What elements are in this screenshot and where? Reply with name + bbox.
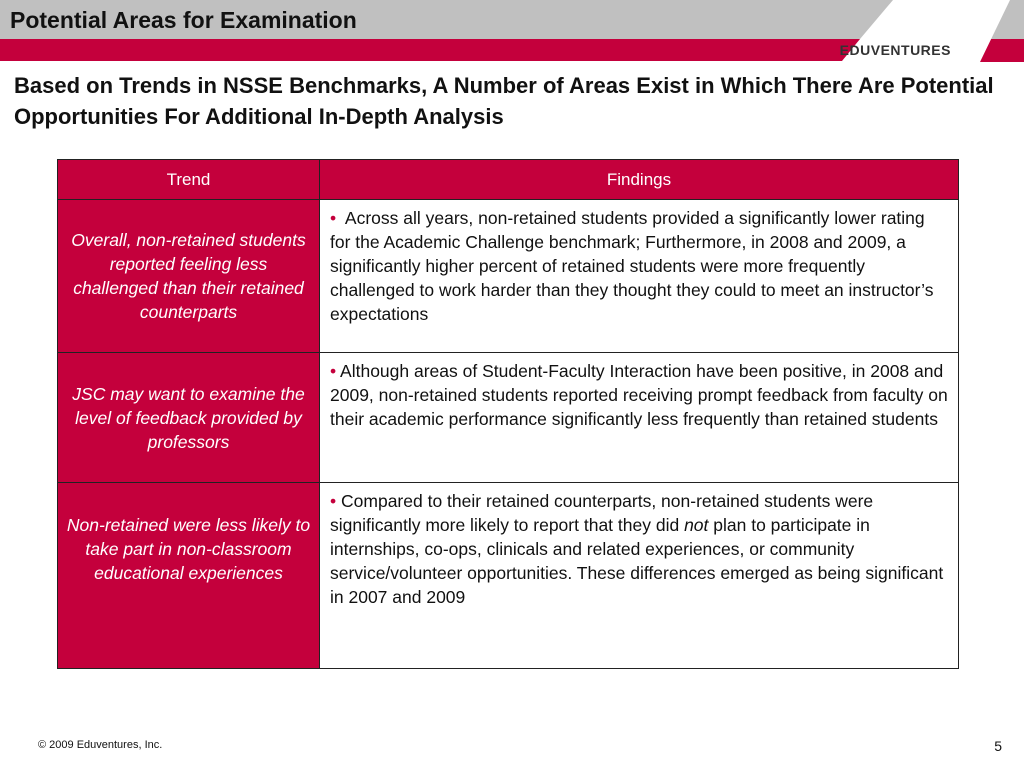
finding-cell (320, 353, 959, 483)
finding-text: Compared to their retained counterparts, non-retained students were significantly more likely to report that they did (330, 491, 874, 535)
slide-subtitle: Based on Trends in NSSE Benchmarks, A Number of Areas Exist in Which There Are Potential Opportunities For Additional In-Depth Analysis (14, 73, 994, 129)
page-number: 5 (994, 738, 1002, 754)
trend-cell: JSC may want to examine the level of feedback provided by professors (58, 353, 320, 483)
finding-cell (320, 483, 959, 669)
finding-emphasis: not (684, 515, 709, 535)
header-findings: Findings (320, 160, 959, 200)
table-header-row (58, 160, 959, 200)
trend-text: Non-retained were less likely to take part in non-classroom educational experiences (66, 515, 311, 583)
findings-table (57, 159, 959, 669)
slide-title: Potential Areas for Examination (10, 7, 357, 33)
table-row (58, 483, 959, 669)
bullet-icon: • (330, 208, 337, 228)
eduventures-logo (828, 42, 951, 58)
finding-cell (320, 200, 959, 353)
table-row (58, 200, 959, 353)
trend-cell (58, 483, 320, 669)
bullet-icon: • (330, 361, 337, 381)
bullet-icon: • (330, 491, 337, 511)
header-trend: Trend (58, 160, 320, 200)
trend-cell: Overall, non-retained students reported feeling less challenged than their retained counterparts (58, 200, 320, 353)
finding-text: Across all years, non-retained students provided a significantly lower rating for the Academic Challenge benchmark; Furthermore, in 2008 and 2009, a significantly higher percent of retained students were more frequently challenged to work harder than they thought they could to meet an instructor’s expectations (330, 208, 934, 324)
logo-text: EDUVENTURES (839, 42, 951, 58)
copyright: © 2009 Eduventures, Inc. (38, 739, 163, 751)
finding-text: Although areas of Student-Faculty Interaction have been positive, in 2008 and 2009, non-retained students reported receiving prompt feedback from faculty on their academic performance significantly less frequently than retained students (330, 361, 948, 429)
finding-text: plan to participate in internships, co-ops, clinicals and related experiences, or community service/volunteer opportunities. These differences emerged as being significant in 2007 and 2009 (330, 515, 944, 607)
logo-bars-icon: ≡ (828, 42, 837, 58)
table-row (58, 353, 959, 483)
